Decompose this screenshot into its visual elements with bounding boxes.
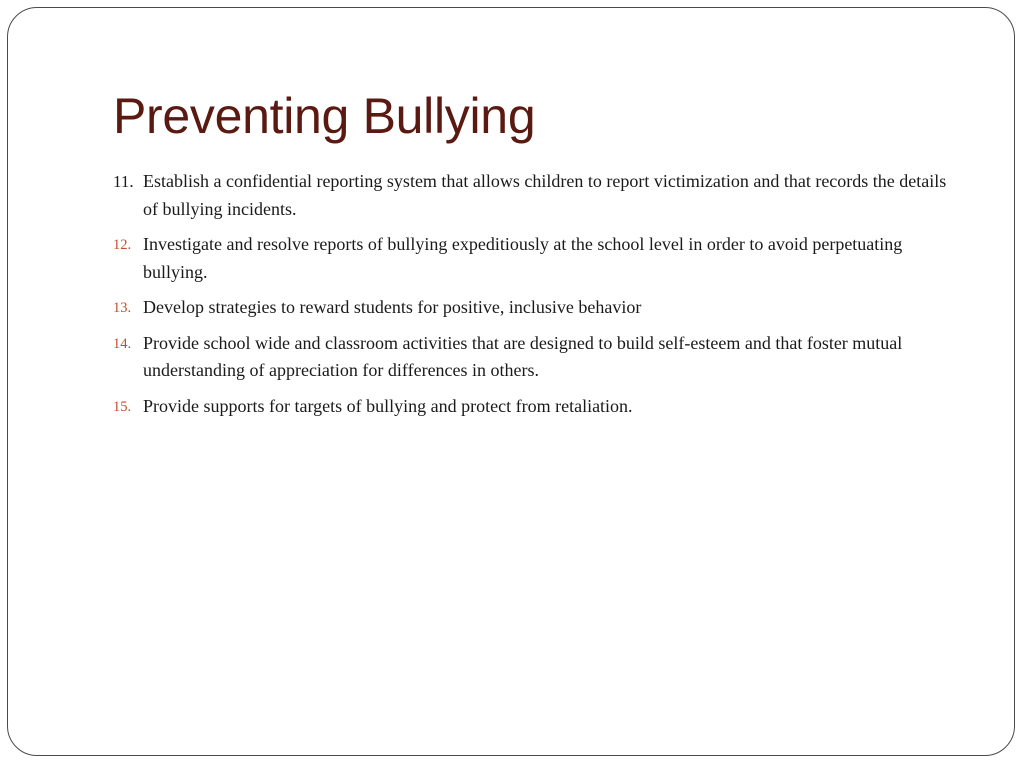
item-text: Provide supports for targets of bullying and protect from retaliation. [143, 395, 633, 416]
item-text: Investigate and resolve reports of bullying expeditiously at the school level in order to avoid perpetuating bullying. [143, 234, 903, 282]
item-number: 14. [113, 335, 132, 352]
slide-title: Preventing Bullying [113, 88, 536, 144]
item-number: 13. [113, 300, 132, 316]
list-item-14 [113, 330, 948, 385]
list-item-11 [113, 168, 948, 223]
item-text: Establish a confidential reporting system that allows children to report victimization and that records the details of bullying incidents. [143, 171, 947, 219]
list-item-12 [113, 231, 948, 286]
list-item-15 [113, 393, 948, 421]
bullet-list [113, 168, 948, 428]
item-text: Develop strategies to reward students for positive, inclusive behavior [143, 297, 642, 317]
item-number: 11. [113, 172, 134, 191]
list-item-13 [113, 294, 948, 322]
item-number: 15. [113, 398, 132, 415]
item-text: Provide school wide and classroom activities that are designed to build self-esteem and that foster mutual understanding of appreciation for differences in others. [143, 332, 903, 380]
item-number: 12. [113, 237, 132, 253]
